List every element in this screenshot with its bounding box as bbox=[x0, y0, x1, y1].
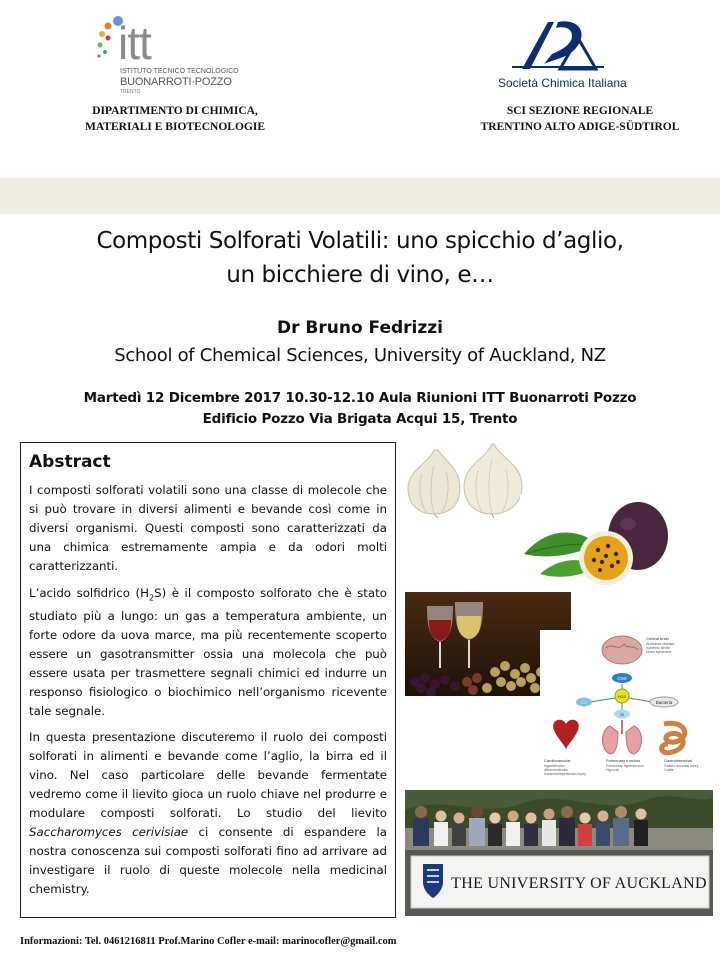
diagram-top-text-3: Ischemic stroke bbox=[646, 646, 671, 650]
diagram-gastro-2: Gastric mucosal injury bbox=[664, 764, 699, 768]
diagram-cardio-3: Atherosclerosis bbox=[544, 768, 568, 772]
abstract-p3-start: In questa presentazione discuteremo il ruolo dei composti solforati in alimenti e bevande come l’aglio, la birra ed il vino. Nel caso particolare delle bevande fermentate vedremo come il lievito gioca un ruolo chiave nel produrre e modulare composti solforati. Lo studio del lievito bbox=[29, 730, 387, 821]
sci-logo bbox=[492, 14, 642, 94]
abstract-p3-end: ci consente di espandere la nostra conoscenza sui composti solforati fino ad arrivare ad investigare il ruolo di queste molecole nella medicinal chemistry. bbox=[29, 825, 387, 897]
itt-logo-line1: ISTITUTO TECNICO TECNOLOGICO bbox=[120, 68, 239, 75]
poster-title-line2: un bicchiere di vino, e… bbox=[226, 262, 494, 288]
sci-emblem-icon bbox=[492, 14, 632, 74]
department-right-line1: SCI SEZIONE REGIONALE bbox=[506, 105, 654, 117]
abstract-paragraph-3 bbox=[29, 728, 387, 899]
itt-logo bbox=[96, 14, 246, 94]
department-right-line2: TRENTINO ALTO ADIGE-SÜDTIROL bbox=[480, 121, 680, 133]
diagram-bacteria-label: Bacteria bbox=[655, 700, 673, 705]
passion-fruit-image bbox=[520, 494, 670, 590]
abstract-box bbox=[20, 442, 396, 918]
department-left-line1: DIPARTIMENTO DI CHIMICA, bbox=[92, 105, 258, 117]
diagram-gastro-1: Gastrointestinal bbox=[664, 758, 692, 763]
diagram-pulm-3: Hypoxia bbox=[606, 768, 619, 772]
abstract-paragraph-2 bbox=[29, 584, 387, 721]
diagram-cardio-2: Hypertension bbox=[544, 764, 565, 768]
abstract-p2-subscript: 2 bbox=[149, 593, 155, 603]
itt-logo-wordmark: itt bbox=[118, 17, 151, 69]
event-details bbox=[0, 388, 720, 430]
garlic-image bbox=[404, 440, 528, 520]
footer-contact: Informazioni: Tel. 0461216811 Prof.Marino Cofler e-mail: marinocofler@gmail.com bbox=[20, 936, 397, 947]
speaker-name: Dr Bruno Fedrizzi bbox=[276, 318, 443, 338]
lungs-icon bbox=[603, 726, 619, 754]
itt-logo-line3: TRENTO bbox=[120, 89, 141, 95]
department-left-line2: MATERIALI E BIOTECNOLOGIE bbox=[85, 121, 265, 133]
abstract-p3-species: Saccharomyces cerivisiae bbox=[29, 825, 189, 840]
speaker-affiliation: School of Chemical Sciences, University of Auckland, NZ bbox=[114, 345, 606, 366]
h2s-organ-diagram bbox=[540, 630, 716, 786]
university-group-photo bbox=[405, 790, 713, 916]
event-location: Edificio Pozzo Via Brigata Acqui 15, Trento bbox=[202, 411, 518, 427]
diagram-gastro-3: Colitis bbox=[664, 768, 674, 772]
sci-logo-name: Società Chimica Italiana bbox=[498, 76, 627, 90]
diagram-cns-label: CNS bbox=[617, 676, 627, 681]
diagram-top-text-4: Down syndrome bbox=[646, 650, 672, 654]
abstract-paragraph-1: I composti solforati volatili sono una classe di molecole che si può trovare in diversi alimenti e bevande così come in diversi organismi. Questi composti sono caratterizzati da una chimica estremamente ampia e da odori molti caratterizzanti. bbox=[29, 483, 387, 573]
diagram-top-text-1: Central brain bbox=[646, 636, 669, 641]
diagram-center-label: H2S bbox=[618, 694, 626, 699]
poster-title bbox=[0, 224, 720, 292]
department-right bbox=[450, 103, 710, 135]
decorative-band bbox=[0, 178, 720, 214]
university-sign-text: THE UNIVERSITY OF AUCKLAND bbox=[451, 875, 707, 892]
abstract-p2-start: L’acido solfidrico (H bbox=[29, 586, 149, 600]
diagram-top-text-2: Alzheimer disease bbox=[646, 642, 675, 646]
abstract-p2-end: S) è il composto solforato che è stato studiato più a lungo: un gas a temperatura ambiente, un forte odore da uova marce, ma più recentemente scoperto essere un gasotransmitter ossia una molecola che può essere usata per trasmettere segnali chimici ed indurre un responso fisiologico o biochimico nell’organismo ricevente tale segnale. bbox=[29, 586, 387, 719]
poster-title-line1: Composti Solforati Volatili: uno spicchio d’aglio, bbox=[96, 228, 624, 254]
itt-logo-line2: BUONARROTI·POZZO bbox=[120, 76, 232, 88]
diagram-cardio-4: Ischemia/reperfusion injury bbox=[544, 772, 586, 776]
brain-icon bbox=[602, 636, 642, 664]
diagram-pulm-2: Pulmonary hypertension bbox=[606, 764, 644, 768]
diagram-pulm-1: Pulmonary function bbox=[606, 758, 641, 763]
diagram-cardio-1: Cardiovascular bbox=[544, 758, 571, 763]
diagram-gi-label: GI bbox=[619, 712, 625, 717]
department-left bbox=[50, 103, 300, 135]
event-date-time: Martedì 12 Dicembre 2017 10.30-12.10 Aula Riunioni ITT Buonarroti Pozzo bbox=[83, 390, 637, 406]
abstract-heading: Abstract bbox=[29, 452, 111, 472]
diagram-cv-label: CV bbox=[581, 700, 587, 705]
